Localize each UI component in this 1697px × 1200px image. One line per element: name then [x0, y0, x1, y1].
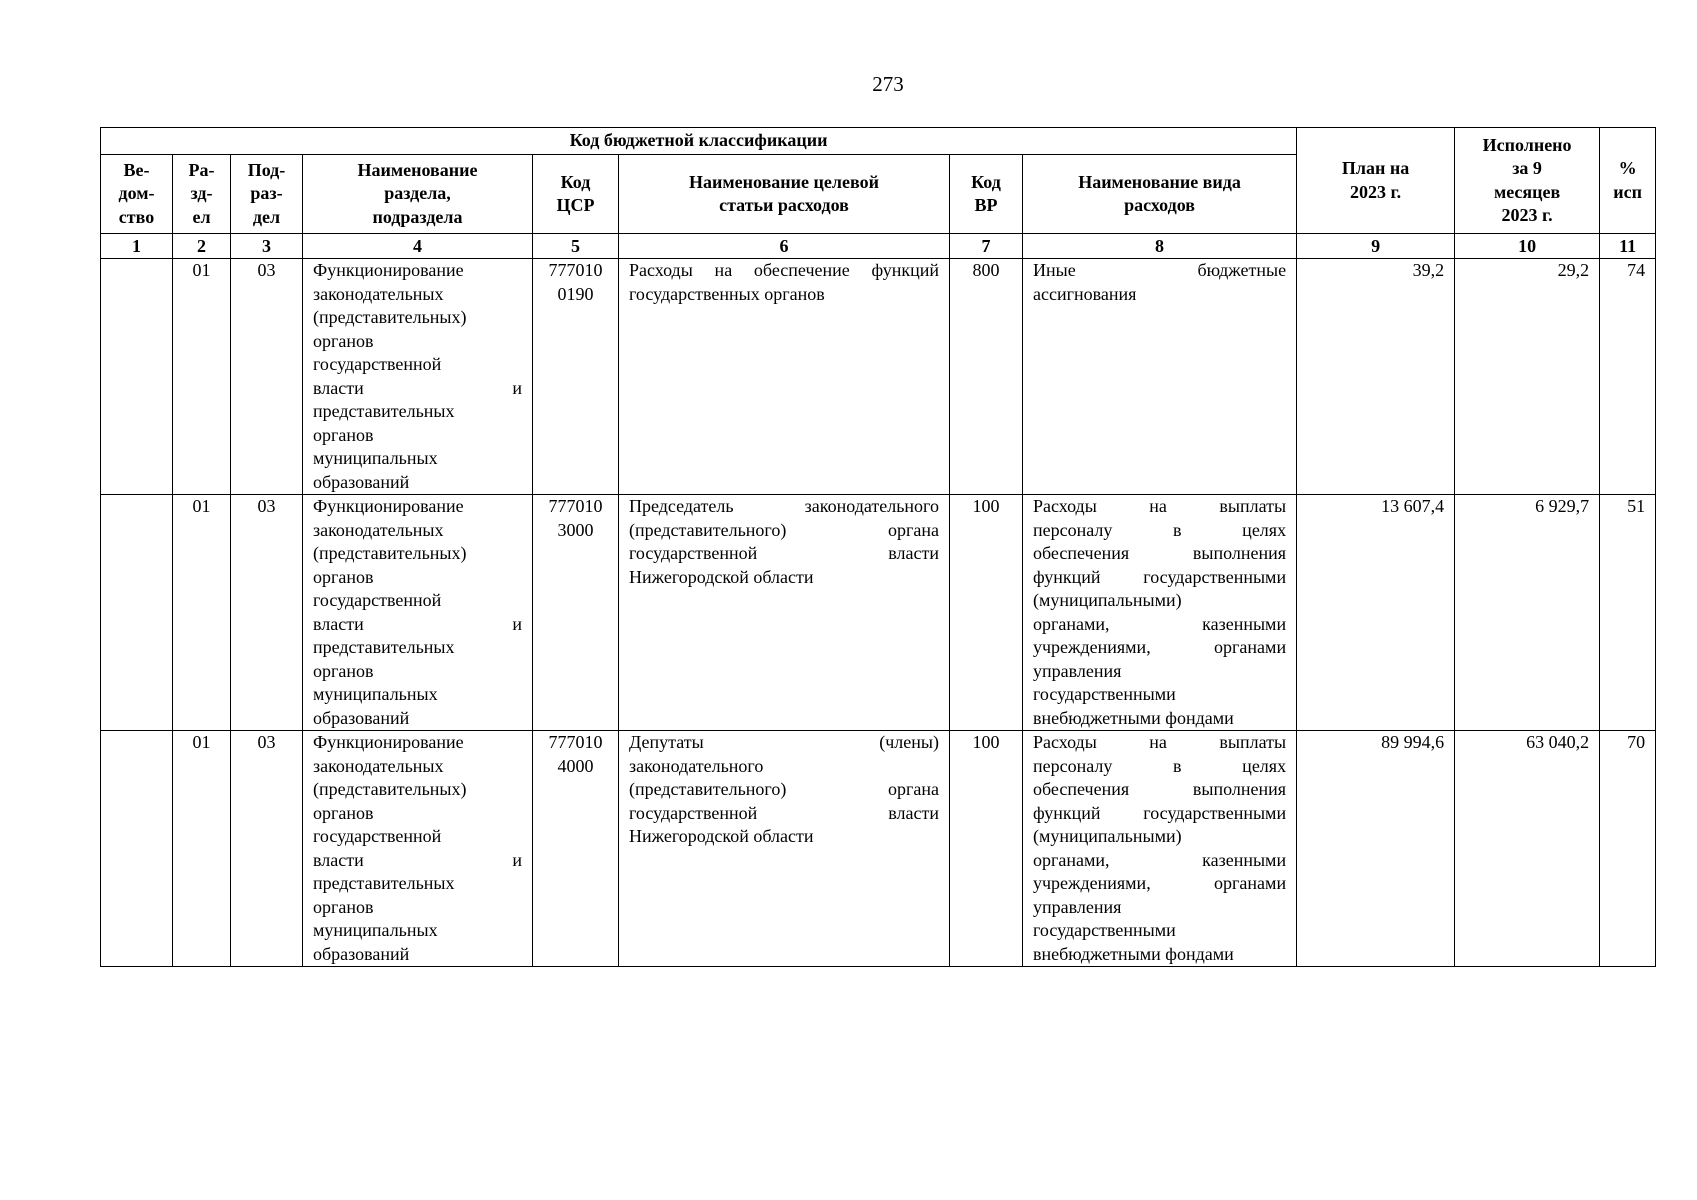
department-cell [101, 495, 173, 731]
header-subsection [231, 155, 303, 234]
cell-text-line: органами, казенными [1033, 613, 1287, 634]
cell-text-line: статьи расходов [719, 195, 849, 215]
cell-text-line: Ве- [123, 159, 150, 180]
cell-text-line: 2023 г. [1501, 205, 1553, 225]
column-number: 2 [173, 234, 231, 259]
cell-text-line: 777010 [548, 496, 603, 516]
cell-text-line: ство [118, 206, 155, 227]
cell-text-line: Наименование вида [1078, 171, 1241, 192]
cell-text-line: внебюджетными фондами [1033, 707, 1234, 728]
section-name-cell [303, 731, 533, 967]
column-number: 10 [1455, 234, 1600, 259]
expense-type-name-cell [1023, 259, 1297, 495]
header-csr-code [533, 155, 619, 234]
cell-text-line: (представительного) органа [629, 779, 939, 799]
cell-text-line: управления [1033, 660, 1122, 681]
cell-text-line: государственной [313, 826, 442, 846]
cell-text-line: органов [313, 802, 374, 823]
cell-text-line: учреждениями, органами [1033, 637, 1287, 657]
table-row [101, 731, 1656, 967]
cell-text-line: органами, казенными [1033, 849, 1287, 870]
cell-text-line: функций государственными [1033, 566, 1287, 587]
cell-text-line: государственной [313, 590, 442, 610]
plan-value-cell: 89 994,6 [1297, 731, 1455, 967]
cell-text-line: % [1618, 158, 1637, 178]
cell-text-line: государственной власти [629, 543, 939, 563]
column-number: 3 [231, 234, 303, 259]
column-number: 11 [1600, 234, 1656, 259]
column-number: 1 [101, 234, 173, 259]
table-header [101, 128, 1656, 259]
header-section [173, 155, 231, 234]
cell-text-line: Функционирование [313, 732, 464, 752]
cell-text-line: Код [971, 171, 1001, 192]
cell-text-line: (представительного) органа [629, 519, 939, 540]
cell-text-line: Расходы на обеспечение функций [629, 260, 939, 280]
cell-text-line: Исполнено [1482, 134, 1572, 155]
plan-value-cell: 39,2 [1297, 259, 1455, 495]
header-target-item-name [619, 155, 950, 234]
percent-cell: 74 [1600, 259, 1656, 495]
cell-text-line: персоналу в целях [1033, 755, 1287, 776]
cell-text-line: Нижегородской области [629, 566, 814, 587]
cell-text-line: ВР [974, 195, 998, 215]
cell-text-line: 0190 [557, 283, 594, 304]
cell-text-line: (представительных) [313, 543, 467, 563]
header-group-row [101, 128, 1656, 155]
cell-text-line: государственной власти [629, 802, 939, 823]
cell-text-line: законодательных [313, 519, 444, 540]
cell-text-line: образований [313, 943, 410, 964]
cell-text-line: муниципальных [313, 448, 438, 468]
cell-text-line: Нижегородской области [629, 826, 814, 846]
cell-text-line: Депутаты (члены) [629, 732, 939, 752]
cell-text-line: органов [313, 660, 374, 681]
cell-text-line: муниципальных [313, 684, 438, 704]
cell-text-line: учреждениями, органами [1033, 873, 1287, 893]
column-number: 6 [619, 234, 950, 259]
cell-text-line: законодательных [313, 755, 444, 776]
subsection-cell: 03 [231, 495, 303, 731]
expense-type-name-cell [1023, 731, 1297, 967]
expense-type-name-cell [1023, 495, 1297, 731]
header-vr-code [950, 155, 1023, 234]
column-number: 4 [303, 234, 533, 259]
subsection-cell: 03 [231, 259, 303, 495]
cell-text-line: внебюджетными фондами [1033, 943, 1234, 964]
cell-text-line: представительных [313, 637, 455, 657]
cell-text-line: Ра- [188, 159, 215, 180]
cell-text-line: государственной [313, 354, 442, 374]
cell-text-line: дел [252, 206, 281, 227]
cell-text-line: месяцев [1493, 181, 1561, 202]
cell-text-line: Под- [247, 159, 286, 180]
cell-text-line: законодательного [629, 755, 764, 776]
cell-text-line: Расходы на выплаты [1033, 496, 1287, 516]
cell-text-line: Иные бюджетные [1033, 260, 1287, 280]
target-item-name-cell [619, 495, 950, 731]
cell-text-line: органов [313, 330, 374, 351]
page-number: 273 [872, 72, 904, 96]
section-cell: 01 [173, 259, 231, 495]
department-cell [101, 731, 173, 967]
vr-code-cell: 100 [950, 731, 1023, 967]
cell-text-line: Наименование целевой [689, 171, 879, 192]
department-cell [101, 259, 173, 495]
cell-text-line: представительных [313, 873, 455, 893]
cell-text-line: за 9 [1512, 158, 1542, 178]
cell-text-line: Расходы на выплаты [1033, 732, 1287, 752]
csr-code-cell [533, 731, 619, 967]
cell-text-line: Функционирование [313, 260, 464, 280]
vr-code-cell: 800 [950, 259, 1023, 495]
table-row [101, 259, 1656, 495]
cell-text-line: государственных органов [629, 283, 825, 304]
column-number: 8 [1023, 234, 1297, 259]
cell-text-line: органов [313, 566, 374, 587]
section-name-cell [303, 259, 533, 495]
plan-value-cell: 13 607,4 [1297, 495, 1455, 731]
cell-text-line: План на [1341, 158, 1410, 178]
cell-text-line: власти и [313, 377, 522, 398]
executed-value-cell: 63 040,2 [1455, 731, 1600, 967]
section-cell: 01 [173, 495, 231, 731]
csr-code-cell [533, 259, 619, 495]
cell-text-line: муниципальных [313, 920, 438, 940]
cell-text-line: 777010 [548, 260, 603, 280]
cell-text-line: (представительных) [313, 307, 467, 327]
cell-text-line: раз- [250, 183, 283, 204]
cell-text-line: законодательных [313, 283, 444, 304]
cell-text-line: 777010 [548, 732, 603, 752]
cell-text-line: раздела, [384, 183, 451, 204]
cell-text-line: власти и [313, 849, 522, 870]
percent-cell: 51 [1600, 495, 1656, 731]
cell-text-line: исп [1613, 181, 1642, 202]
header-executed [1455, 128, 1600, 234]
csr-code-cell [533, 495, 619, 731]
header-department [101, 155, 173, 234]
cell-text-line: 4000 [557, 755, 594, 776]
header-expense-type-name [1023, 155, 1297, 234]
cell-text-line: представительных [313, 401, 455, 421]
cell-text-line: управления [1033, 896, 1122, 917]
column-number: 9 [1297, 234, 1455, 259]
cell-text-line: государственными [1033, 920, 1176, 940]
cell-text-line: 2023 г. [1350, 181, 1402, 202]
executed-value-cell: 6 929,7 [1455, 495, 1600, 731]
header-plan [1297, 128, 1455, 234]
cell-text-line: обеспечения выполнения [1033, 543, 1287, 563]
cell-text-line: ЦСР [556, 195, 595, 215]
cell-text-line: подраздела [372, 206, 463, 227]
section-cell: 01 [173, 731, 231, 967]
target-item-name-cell [619, 259, 950, 495]
cell-text-line: 3000 [557, 519, 594, 540]
cell-text-line: расходов [1124, 195, 1195, 215]
cell-text-line: власти и [313, 613, 522, 634]
cell-text-line: образований [313, 471, 410, 492]
vr-code-cell: 100 [950, 495, 1023, 731]
section-name-cell [303, 495, 533, 731]
column-numbers-row [101, 234, 1656, 259]
cell-text-line: Наименование [357, 159, 478, 180]
cell-text-line: Председатель законодательного [629, 496, 939, 516]
cell-text-line: персоналу в целях [1033, 519, 1287, 540]
cell-text-line: функций государственными [1033, 802, 1287, 823]
cell-text-line: органов [313, 896, 374, 917]
subsection-cell: 03 [231, 731, 303, 967]
cell-text-line: Функционирование [313, 496, 464, 516]
cell-text-line: образований [313, 707, 410, 728]
cell-text-line: государственными [1033, 684, 1176, 704]
cell-text-line: ел [192, 206, 211, 227]
header-section-name [303, 155, 533, 234]
cell-text-line: (муниципальными) [1033, 826, 1182, 846]
cell-text-line: органов [313, 424, 374, 445]
target-item-name-cell [619, 731, 950, 967]
cell-text-line: зд- [190, 183, 213, 204]
column-number: 7 [950, 234, 1023, 259]
cell-text-line: ассигнования [1033, 283, 1137, 304]
cell-text-line: Код [560, 171, 591, 192]
executed-value-cell: 29,2 [1455, 259, 1600, 495]
cell-text-line: (представительных) [313, 779, 467, 799]
header-percent [1600, 128, 1656, 234]
budget-table [100, 127, 1656, 967]
cell-text-line: дом- [118, 183, 155, 204]
budget-classification-header: Код бюджетной классификации [101, 128, 1297, 155]
table-row [101, 495, 1656, 731]
cell-text-line: обеспечения выполнения [1033, 779, 1287, 799]
percent-cell: 70 [1600, 731, 1656, 967]
cell-text-line: (муниципальными) [1033, 590, 1182, 610]
table-body [101, 259, 1656, 967]
column-number: 5 [533, 234, 619, 259]
